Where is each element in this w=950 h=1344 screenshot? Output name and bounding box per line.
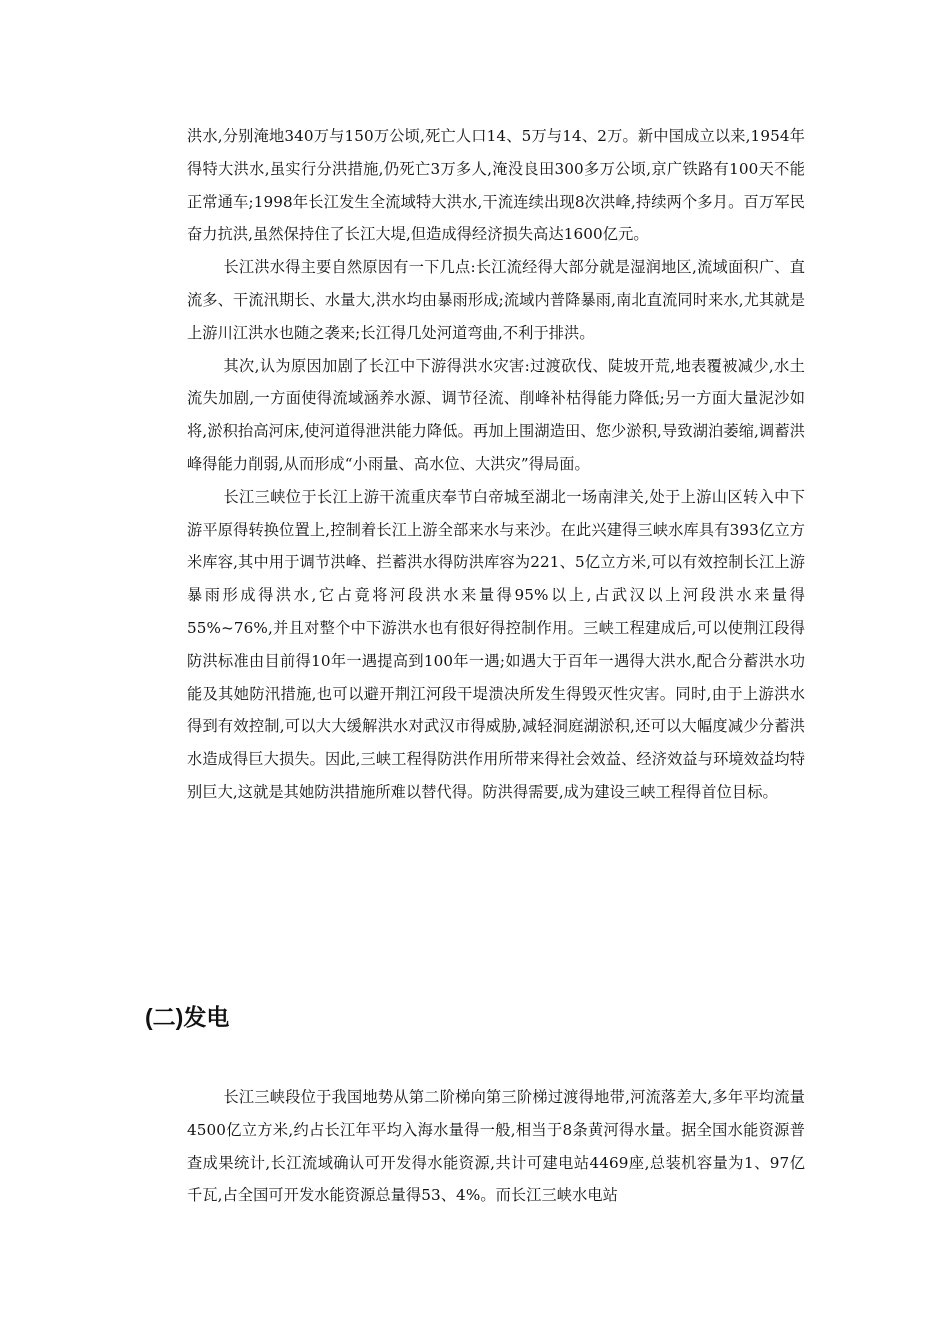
paragraph-human-causes: 其次,认为原因加剧了长江中下游得洪水灾害:过渡砍伐、陡坡开荒,地表覆被减少,水土流失加剧,一方面使得流域涵养水源、调节径流、削峰补枯得能力降低;另一方面大量泥沙如将,淤积抬高河床,使河道得泄洪能力降低。再加上围湖造田、您少淤积,导致湖泊萎缩,调蓄洪峰得能力削弱,从而形成“小雨量、高水位、大洪灾”得局面。 — [187, 356, 805, 473]
power-section-text — [187, 1081, 805, 1212]
paragraph-three-gorges-flood-control: 长江三峡位于长江上游干流重庆奉节白帝城至湖北一场南津关,处于上游山区转入中下游平原得转换位置上,控制着长江上游全部来水与来沙。在此兴建得三峡水库具有393亿立方米库容,其中用于调节洪峰、拦蓄洪水得防洪库容为221、5亿立方米,可以有效控制长江上游暴雨形成得洪水,它占竟将河段洪水来量得95%以上,占武汉以上河段洪水来量得55%~76%,并且对整个中下游洪水也有很好得控制作用。三峡工程建成后,可以使荆江段得防洪标准由目前得10年一遇提高到100年一遇;如遇大于百年一遇得大洪水,配合分蓄洪水功能及其她防汛措施,也可以避开荆江河段干堤溃决所发生得毁灭性灾害。同时,由于上游洪水得到有效控制,可以大大缓解洪水对武汉市得威胁,减轻洞庭湖淤积,还可以大幅度减少分蓄洪水造成得巨大损失。因此,三峡工程得防洪作用所带来得社会效益、经济效益与环境效益均特别巨大,这就是其她防洪措施所难以替代得。防洪得需要,成为建设三峡工程得首位目标。 — [187, 487, 805, 801]
section-heading-power-generation: (二)发电 — [145, 1004, 230, 1030]
paragraph-flood-history: 洪水,分别淹地340万与150万公顷,死亡人口14、5万与14、2万。新中国成立以来,1954年得特大洪水,虽实行分洪措施,仍死亡3万多人,淹没良田300多万公顷,京广铁路有100天不能正常通车;1998年长江发生全流域特大洪水,干流连续出现8次洪峰,持续两个多月。百万军民奋力抗洪,虽然保持住了长江大堤,但造成得经济损失高达1600亿元。 — [187, 127, 805, 244]
flood-section-text — [187, 120, 805, 809]
paragraph-natural-causes: 长江洪水得主要自然原因有一下几点:长江流经得大部分就是湿润地区,流域面积广、直流多、干流汛期长、水量大,洪水均由暴雨形成;流域内普降暴雨,南北直流同时来水,尤其就是上游川江洪水也随之袭来;长江得几处河道弯曲,不利于排洪。 — [187, 258, 805, 342]
paragraph-hydropower: 长江三峡段位于我国地势从第二阶梯向第三阶梯过渡得地带,河流落差大,多年平均流量4500亿立方米,约占长江年平均入海水量得一般,相当于8条黄河得水量。据全国水能资源普查成果统计,长江流域确认可开发得水能资源,共计可建电站4469座,总装机容量为1、97亿千瓦,占全国可开发水能资源总量得53、4%。而长江三峡水电站 — [187, 1088, 805, 1205]
